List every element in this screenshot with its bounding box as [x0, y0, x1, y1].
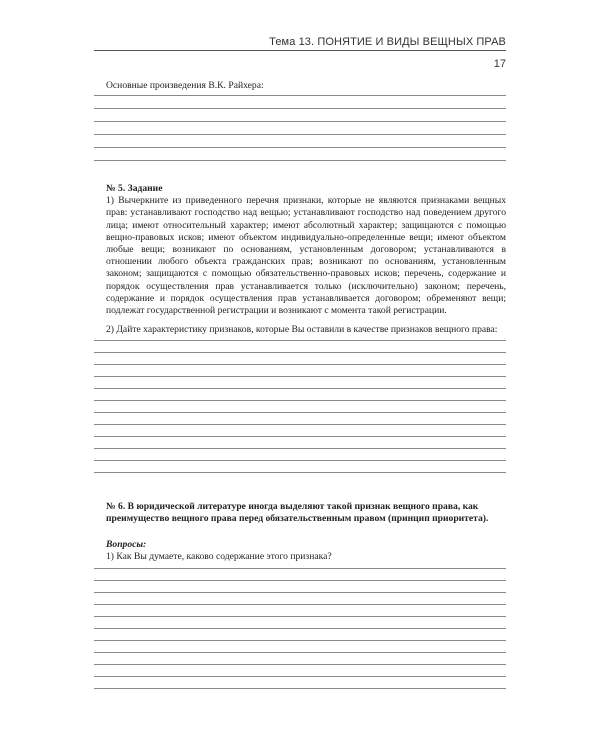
- task6-questions: [94, 539, 506, 563]
- task6-answer-lines[interactable]: [94, 568, 506, 689]
- answer-line[interactable]: [94, 160, 506, 161]
- answer-line[interactable]: [94, 592, 506, 593]
- task5-block: [94, 183, 506, 317]
- task6-block: [94, 501, 506, 525]
- answer-line[interactable]: [94, 676, 506, 677]
- reiher-label: [94, 80, 506, 92]
- answer-line[interactable]: [94, 364, 506, 365]
- chapter-header: Тема 13. ПОНЯТИЕ И ВИДЫ ВЕЩНЫХ ПРАВ: [269, 36, 506, 48]
- answer-line[interactable]: [94, 121, 506, 122]
- answer-line[interactable]: [94, 400, 506, 401]
- answer-line[interactable]: [94, 460, 506, 461]
- answer-line[interactable]: [94, 604, 506, 605]
- task5-q2-block: [94, 324, 506, 336]
- answer-line[interactable]: [94, 688, 506, 689]
- answer-line[interactable]: [94, 376, 506, 377]
- answer-line[interactable]: [94, 448, 506, 449]
- task5-question2: 2) Дайте характеристику признаков, которые Вы оставили в качестве признаков вещного права:: [106, 324, 498, 335]
- answer-line[interactable]: [94, 616, 506, 617]
- answer-line[interactable]: [94, 472, 506, 473]
- task6-title: № 6. В юридической литературе иногда выделяют такой признак вещного права, как преимущество вещного права перед обязательственным правом (принцип приоритета).: [106, 501, 489, 525]
- task5-question1: 1) Вычеркните из приведенного перечня признаки, которые не являются признаками вещных прав: устанавливают господство над вещью; устанавливают господство над поведением другого лица; имеют относительный характер; имеют абсолютный характер; защищаются с помощью вещно-правовых исков; имеют объектом индивидуально-определенные вещи; имеют объектом любые вещи; возникают по основаниям, установленным договором; устанавливаются в отношении любого объекта гражданских прав; возникают по основаниям, установленным законом; защищаются с помощью обязательственно-правовых исков; перечень, содержание и порядок осуществления прав устанавливается только (исключительно) законом; перечень, содержание и порядок осуществления прав устанавливается договором; обременяют вещи; подлежат государственной регистрации и возникают с момента такой регистрации.: [106, 195, 506, 317]
- answer-line[interactable]: [94, 388, 506, 389]
- answer-line[interactable]: [94, 147, 506, 148]
- page-number: 17: [493, 58, 506, 70]
- answer-line[interactable]: [94, 352, 506, 353]
- header-rule: [94, 50, 506, 51]
- answer-line[interactable]: [94, 640, 506, 641]
- reiher-answer-lines[interactable]: [94, 95, 506, 161]
- answer-line[interactable]: [94, 580, 506, 581]
- answer-line[interactable]: [94, 95, 506, 96]
- answer-line[interactable]: [94, 340, 506, 341]
- answer-line[interactable]: [94, 568, 506, 569]
- answer-line[interactable]: [94, 108, 506, 109]
- reiher-label-text: Основные произведения В.К. Райхера:: [106, 80, 264, 91]
- answer-line[interactable]: [94, 412, 506, 413]
- task5-answer-lines[interactable]: [94, 340, 506, 473]
- answer-line[interactable]: [94, 664, 506, 665]
- answer-line[interactable]: [94, 134, 506, 135]
- answer-line[interactable]: [94, 436, 506, 437]
- task6-question1: 1) Как Вы думаете, каково содержание этого признака?: [106, 551, 332, 563]
- answer-line[interactable]: [94, 628, 506, 629]
- task6-questions-label: Вопросы:: [106, 539, 147, 550]
- task5-title: № 5. Задание: [106, 183, 163, 194]
- answer-line[interactable]: [94, 424, 506, 425]
- answer-line[interactable]: [94, 652, 506, 653]
